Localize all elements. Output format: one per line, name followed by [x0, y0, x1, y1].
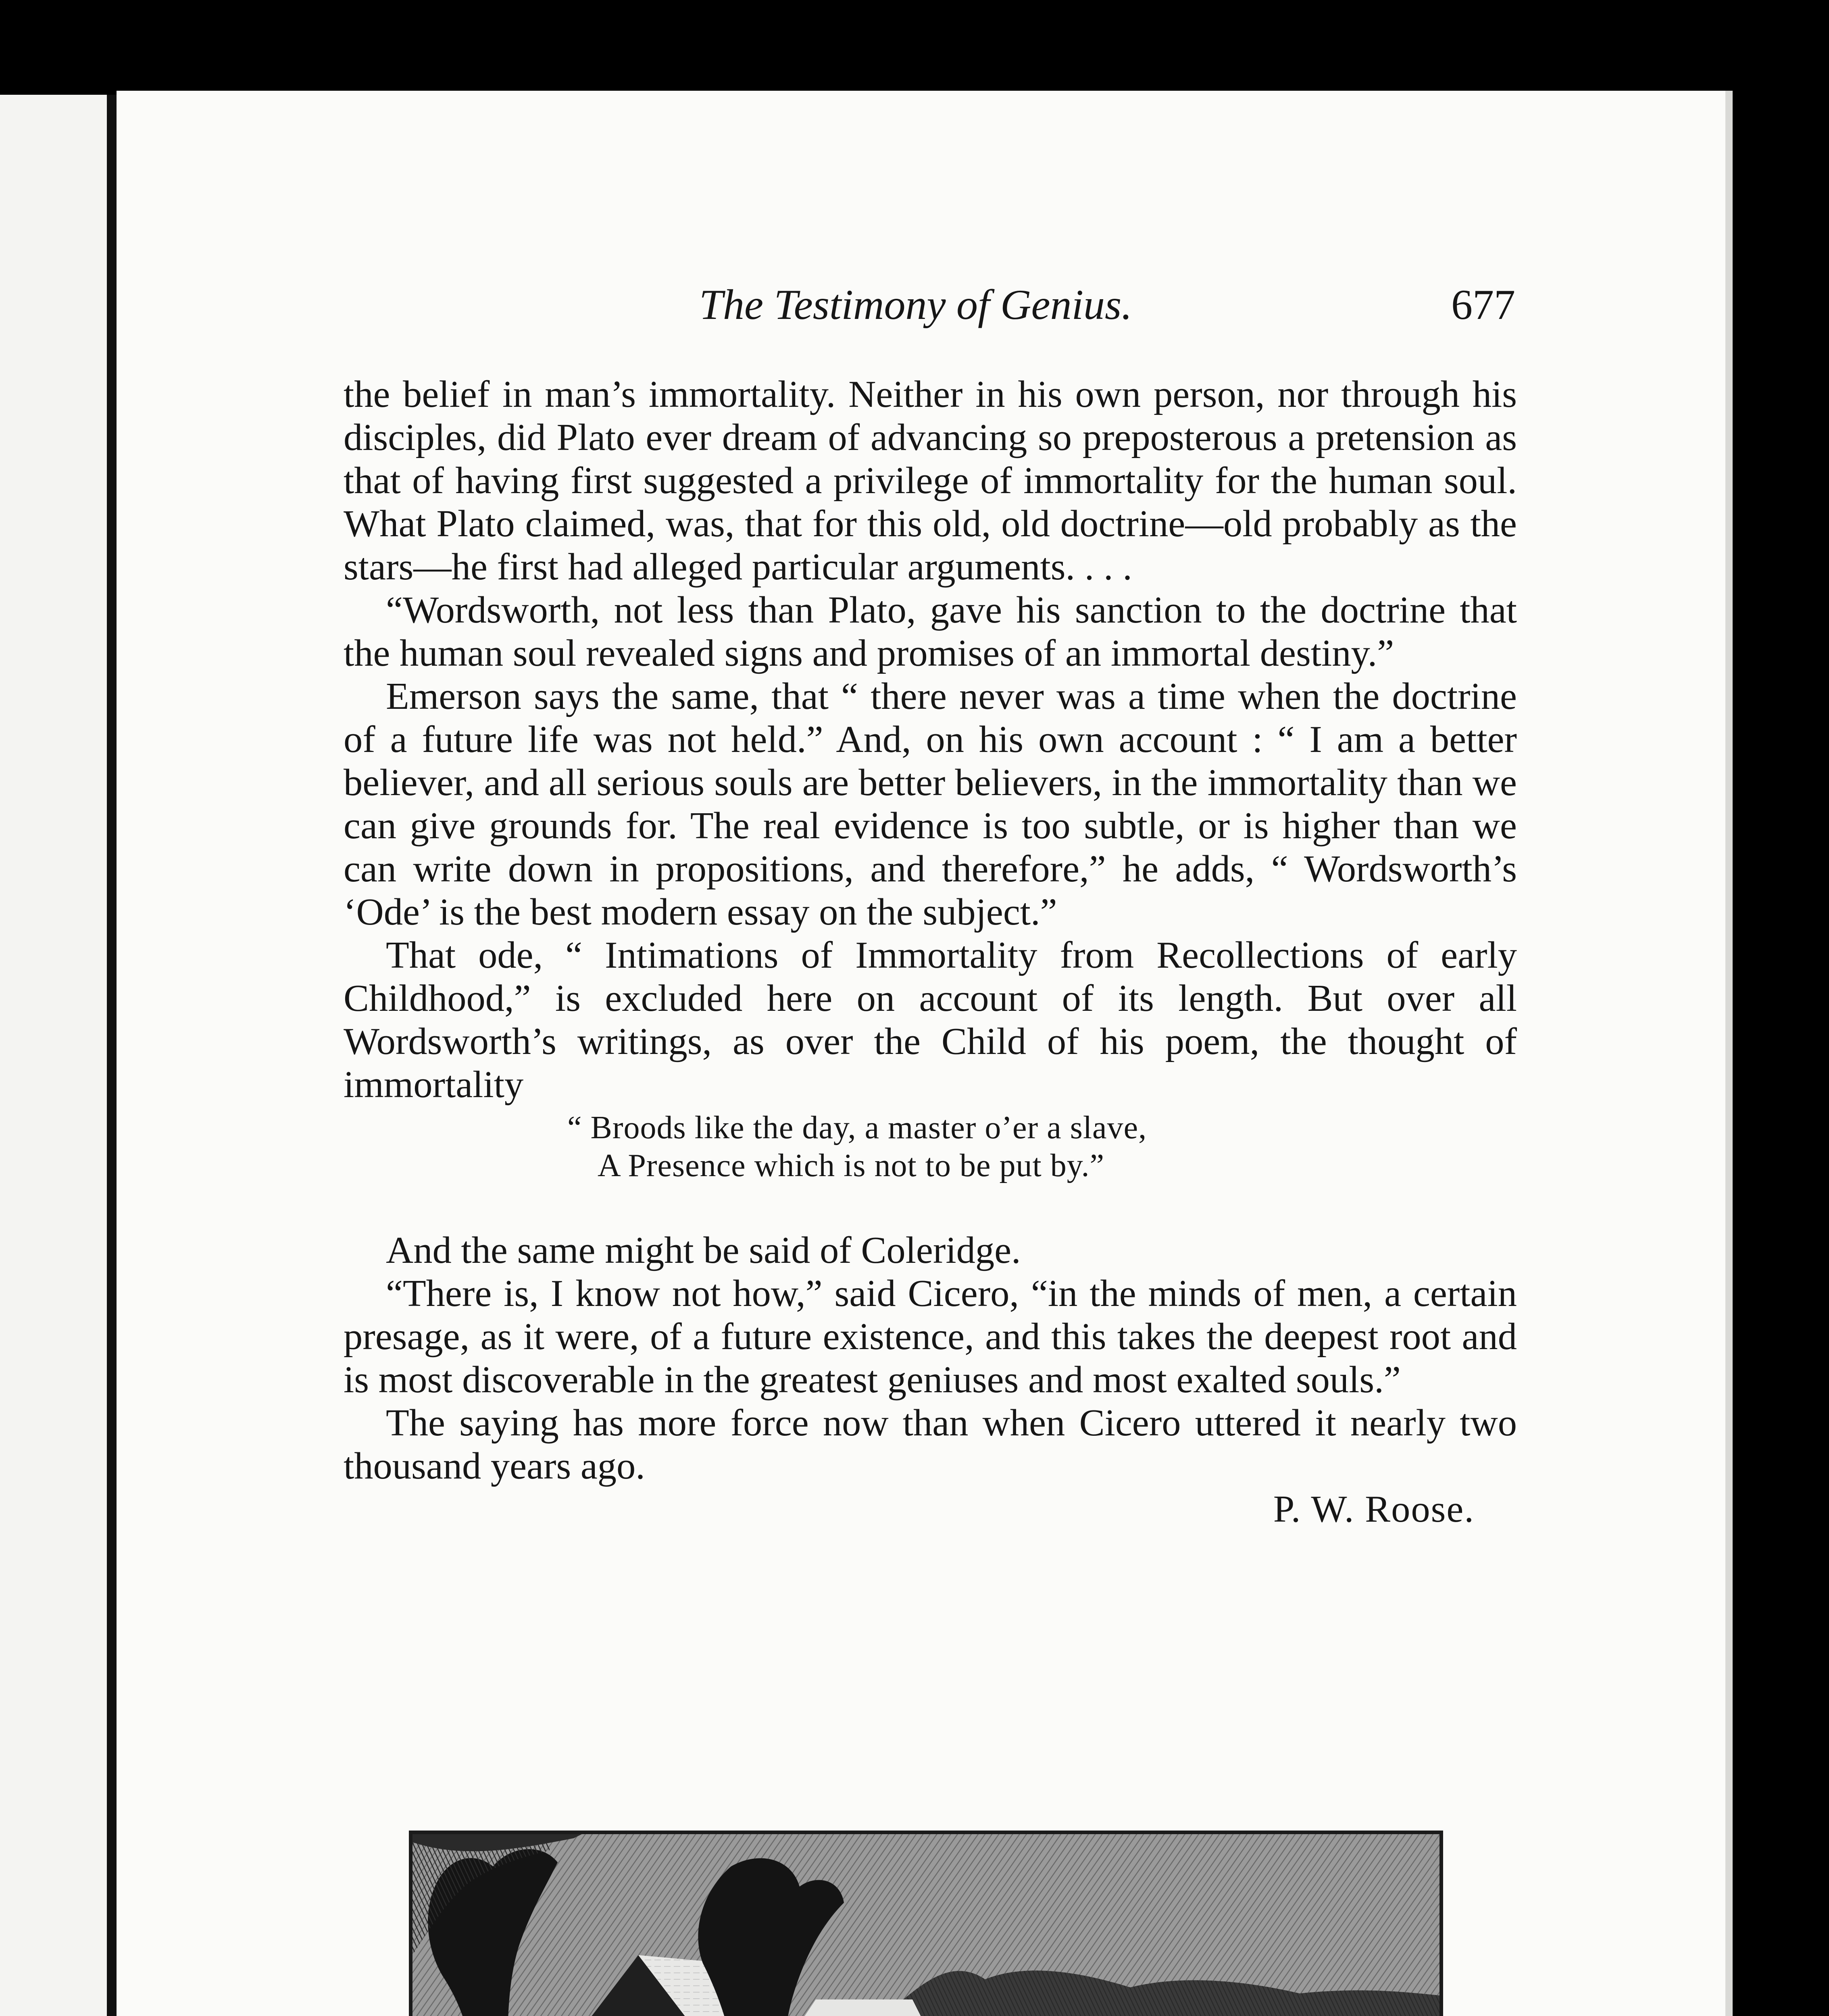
poem-quote [567, 1109, 1517, 1185]
page-number: 677 [1451, 281, 1515, 328]
paragraph: The saying has more force now than when Cicero uttered it nearly two thousand years ago. [344, 1402, 1517, 1487]
poem-line: “ Broods like the day, a master o’er a slave, [567, 1110, 1147, 1145]
winter-landscape-engraving [409, 1831, 1443, 2016]
poem-line: A Presence which is not to be put by.” [598, 1148, 1105, 1183]
paragraph: “There is, I know not how,” said Cicero, “in the minds of men, a certain presage, as it were, of a future existence, and this takes the deepest root and is most discoverable in the greatest geniuses and most exalted souls.” [344, 1272, 1517, 1401]
engraving-drawing [412, 1834, 1439, 2016]
running-title: The Testimony of Genius. [699, 281, 1132, 328]
article-text [344, 373, 1517, 1531]
paragraph: “Wordsworth, not less than Plato, gave his sanction to the doctrine that the human soul revealed signs and promises of an immortal destiny.” [344, 589, 1517, 674]
facing-page-edge [0, 95, 107, 2016]
page-edge-shadow [1725, 91, 1733, 2016]
paragraph: That ode, “ Intimations of Immortality from Recollections of early Childhood,” is excluded here on account of its length. But over all Wordsworth’s writings, as over the Child of his poem, the thought of immortality [344, 934, 1517, 1106]
book-gutter [107, 95, 117, 2016]
author-signature: P. W. Roose. [1273, 1488, 1475, 1530]
paragraph: And the same might be said of Coleridge. [386, 1229, 1021, 1271]
paragraph: the belief in man’s immortality. Neither in his own person, nor through his disciples, did Plato ever dream of advancing so preposterous a pretension as that of having first suggested a privilege of immortality for the human soul. What Plato claimed, was, that for this old, old doctrine—old probably as the stars—he first had alleged particular arguments. . . . [344, 373, 1517, 588]
page-header [117, 280, 1725, 337]
book-page [117, 91, 1725, 2016]
paragraph: Emerson says the same, that “ there never was a time when the doctrine of a future life was not held.” And, on his own account : “ I am a better believer, and all serious souls are better believers, in the immortality than we can give grounds for. The real evidence is too subtle, or is higher than we can write down in propositions, and therefore,” he adds, “ Wordsworth’s ‘Ode’ is the best modern essay on the subject.” [344, 675, 1517, 933]
